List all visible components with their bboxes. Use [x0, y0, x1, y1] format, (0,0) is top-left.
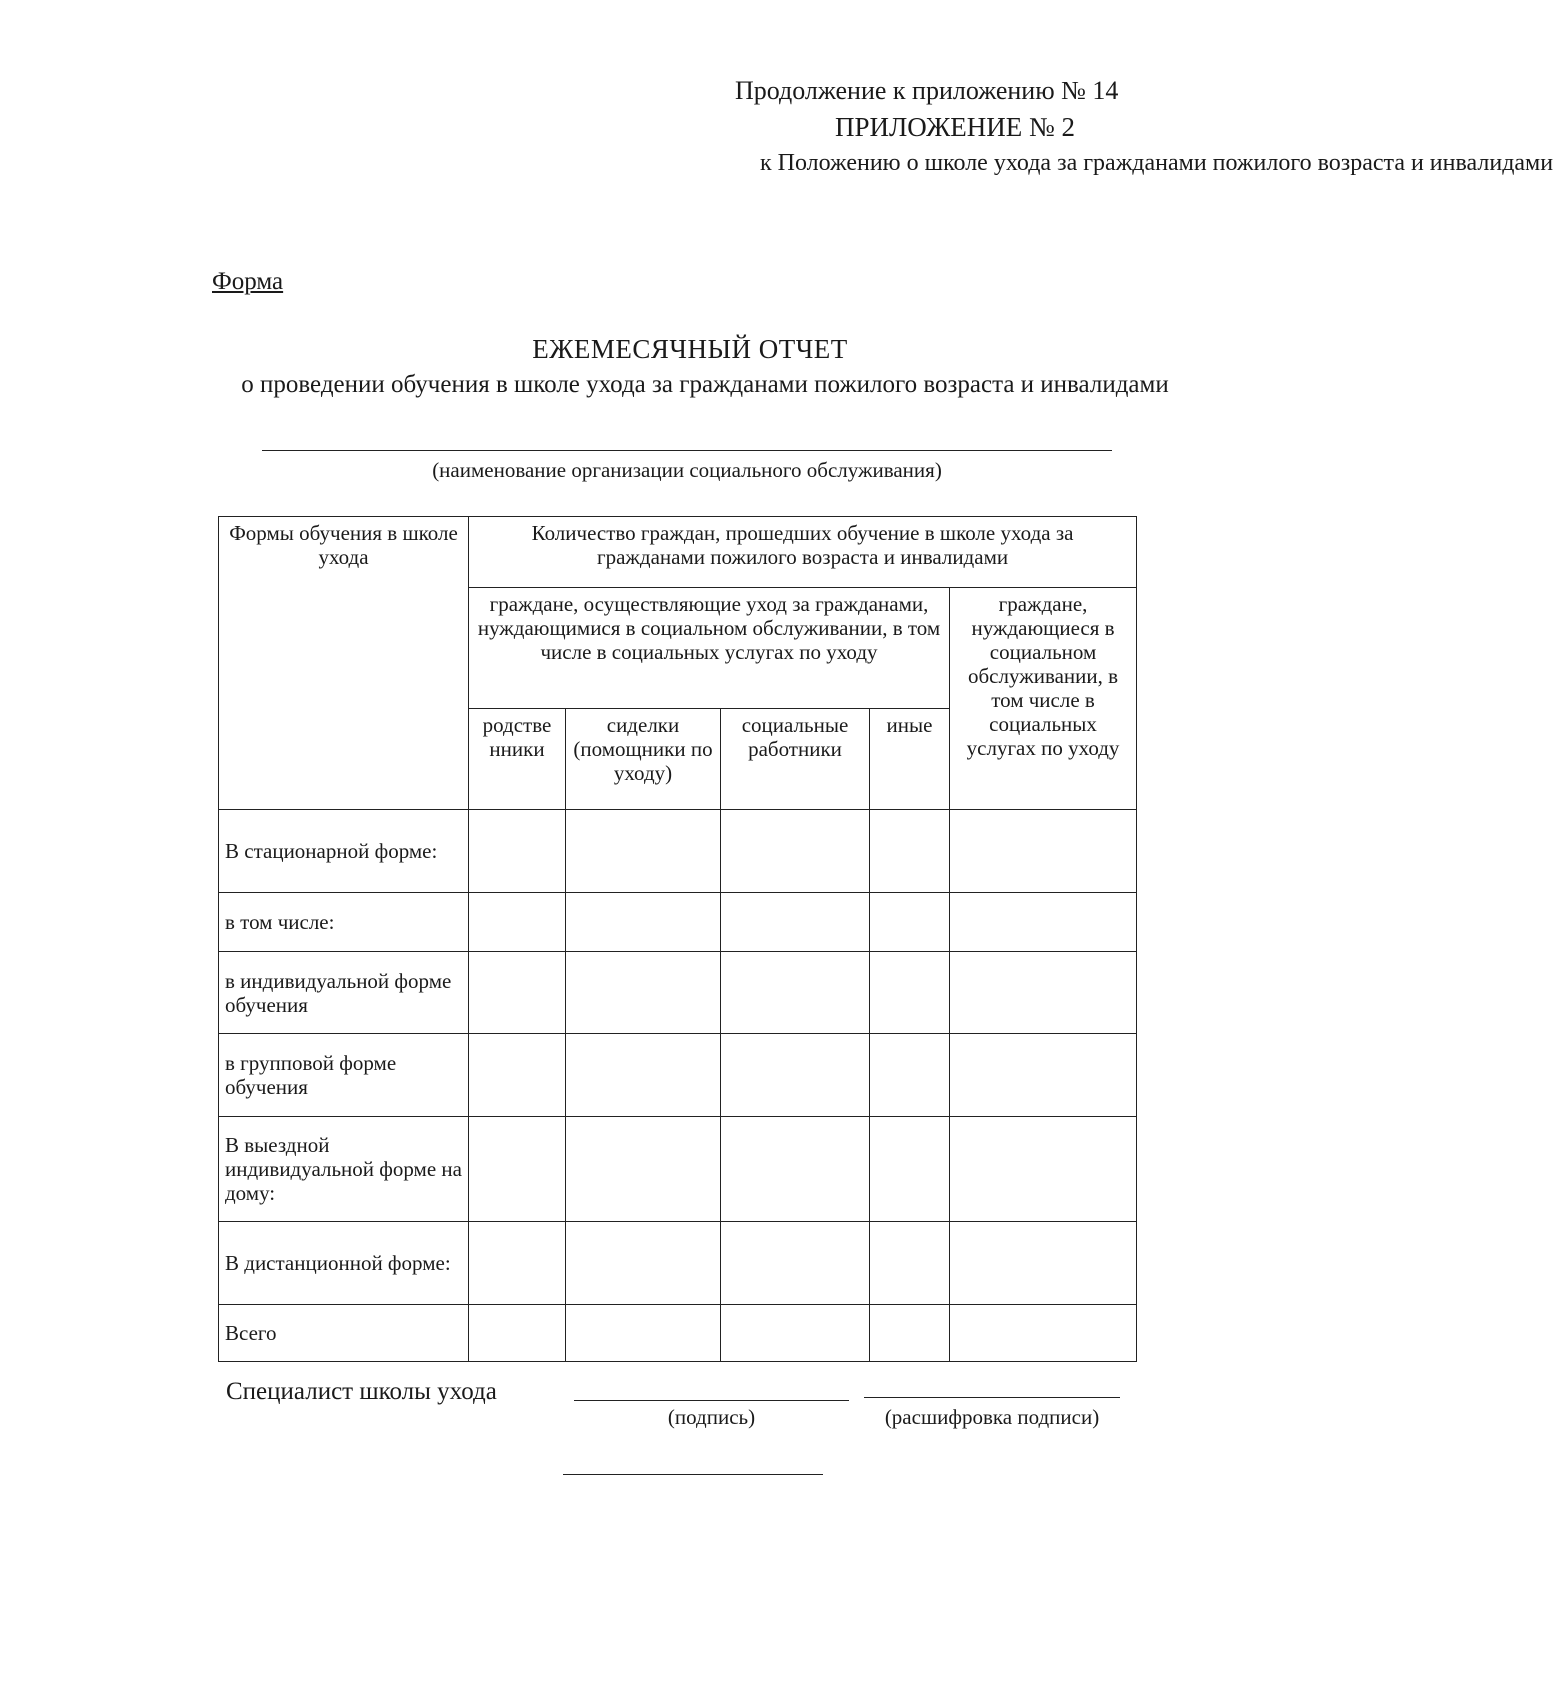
report-title: ЕЖЕМЕСЯЧНЫЙ ОТЧЕТ: [532, 334, 848, 364]
appendix-number: ПРИЛОЖЕНИЕ № 2: [834, 112, 1076, 142]
header-social-workers: социальные работники: [721, 709, 870, 810]
table-cell[interactable]: [721, 951, 870, 1034]
continuation-note: Продолжение к приложению № 14: [735, 76, 1119, 105]
table-cell[interactable]: [870, 1222, 950, 1305]
organization-name-caption: (наименование организации социального обслуживания): [432, 458, 942, 482]
table-cell[interactable]: [870, 892, 950, 951]
header-caregivers: граждане, осуществляющие уход за гражданами, нуждающимися в социальном обслуживании, в том числе в социальных услугах по уходу: [469, 587, 950, 708]
table-cell[interactable]: [950, 951, 1137, 1034]
table-cell[interactable]: [870, 1034, 950, 1117]
header-nurses: сиделки (помощники по уходу): [566, 709, 721, 810]
row-label: В выездной индивидуальной форме на дому:: [219, 1117, 469, 1222]
row-label: В дистанционной форме:: [219, 1222, 469, 1305]
table-cell[interactable]: [721, 892, 870, 951]
row-label: В стационарной форме:: [219, 810, 469, 893]
table-cell[interactable]: [721, 810, 870, 893]
form-label: Форма: [212, 268, 284, 295]
table-cell[interactable]: [566, 1222, 721, 1305]
table-cell[interactable]: [950, 1034, 1137, 1117]
table-row: [219, 951, 1137, 1034]
table-cell[interactable]: [721, 1305, 870, 1362]
table-row: [219, 1305, 1137, 1362]
header-forms-of-training: Формы обучения в школе ухода: [219, 517, 469, 810]
table-cell[interactable]: [566, 810, 721, 893]
table-cell[interactable]: [950, 1222, 1137, 1305]
table-cell[interactable]: [950, 892, 1137, 951]
table-cell[interactable]: [469, 892, 566, 951]
table-cell[interactable]: [566, 1305, 721, 1362]
table-cell[interactable]: [469, 1305, 566, 1362]
report-subtitle: о проведении обучения в школе ухода за гражданами пожилого возраста и инвалидами: [241, 371, 1169, 398]
organization-name-field[interactable]: [262, 450, 1112, 451]
header-relatives: родстве нники: [469, 709, 566, 810]
table-cell[interactable]: [721, 1034, 870, 1117]
specialist-label: Специалист школы ухода: [226, 1378, 497, 1405]
regulation-reference: к Положению о школе ухода за гражданами пожилого возраста и инвалидами: [760, 150, 1553, 176]
signature-caption: (подпись): [667, 1405, 756, 1429]
row-label: Всего: [219, 1305, 469, 1362]
table-cell[interactable]: [950, 1305, 1137, 1362]
signature-decoding-caption: (расшифровка подписи): [884, 1405, 1100, 1429]
table-cell[interactable]: [469, 951, 566, 1034]
header-other: иные: [870, 709, 950, 810]
header-citizens-needing-care: граждане, нуждающиеся в социальном обслуживании, в том числе в социальных услугах по уходу: [950, 587, 1137, 809]
table-cell[interactable]: [950, 1117, 1137, 1222]
table-cell[interactable]: [566, 1034, 721, 1117]
table-cell[interactable]: [870, 1305, 950, 1362]
table-cell[interactable]: [950, 810, 1137, 893]
table-cell[interactable]: [566, 892, 721, 951]
table-cell[interactable]: [870, 951, 950, 1034]
table-row: [219, 810, 1137, 893]
row-label: в том числе:: [219, 892, 469, 951]
table-row: [219, 892, 1137, 951]
table-cell[interactable]: [721, 1222, 870, 1305]
table-cell[interactable]: [870, 810, 950, 893]
header-quantity-of-citizens: Количество граждан, прошедших обучение в школе ухода за гражданами пожилого возраста и инвалидами: [469, 517, 1137, 588]
row-label: в групповой форме обучения: [219, 1034, 469, 1117]
table-cell[interactable]: [870, 1117, 950, 1222]
table-cell[interactable]: [469, 810, 566, 893]
table-row: [219, 1034, 1137, 1117]
table-cell[interactable]: [469, 1222, 566, 1305]
table-cell[interactable]: [566, 951, 721, 1034]
table-cell[interactable]: [721, 1117, 870, 1222]
report-table: [218, 516, 1137, 1362]
signature-decoding-field[interactable]: [864, 1397, 1120, 1398]
date-field[interactable]: [563, 1474, 823, 1475]
table-row: [219, 1117, 1137, 1222]
table-cell[interactable]: [566, 1117, 721, 1222]
table-row: [219, 1222, 1137, 1305]
signature-field[interactable]: [574, 1400, 849, 1401]
table-cell[interactable]: [469, 1034, 566, 1117]
table-cell[interactable]: [469, 1117, 566, 1222]
row-label: в индивидуальной форме обучения: [219, 951, 469, 1034]
